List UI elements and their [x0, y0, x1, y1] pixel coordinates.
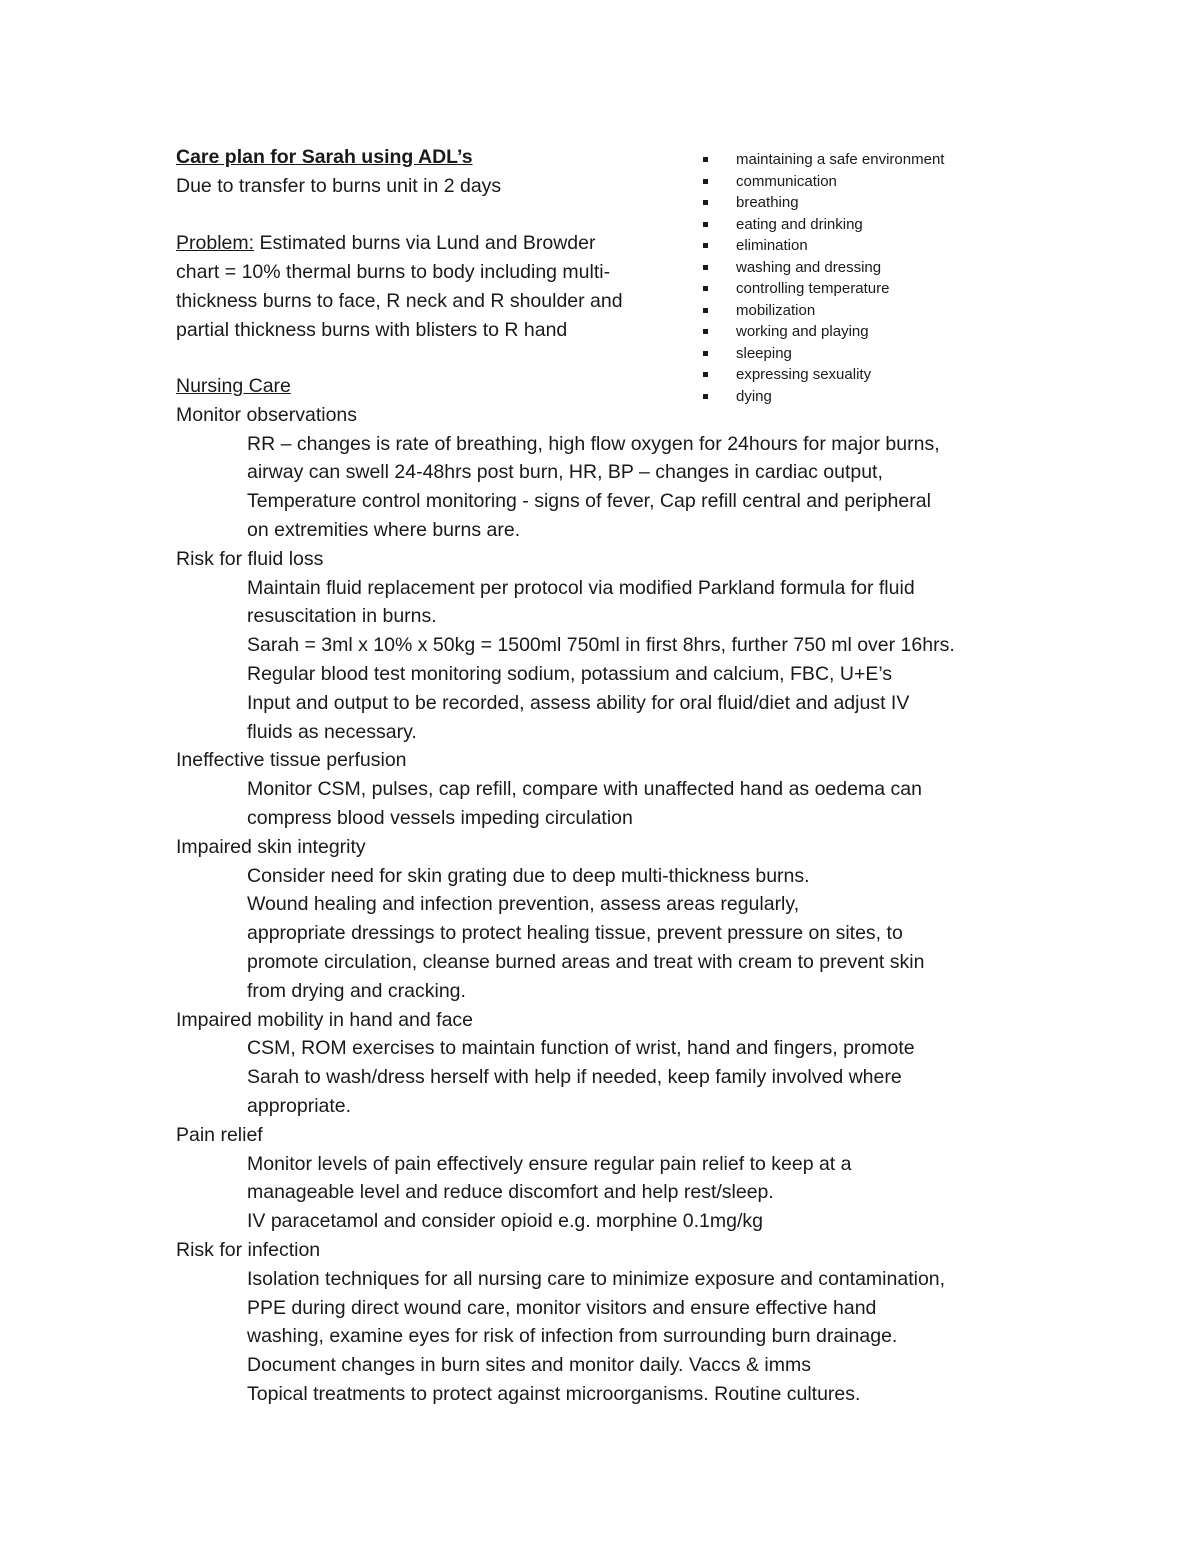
section-line: appropriate. — [247, 1094, 352, 1117]
section-line: on extremities where burns are. — [247, 518, 521, 541]
adl-list-item: expressing sexuality — [700, 364, 944, 386]
nursing-care-block — [176, 372, 1056, 1409]
section-line: fluids as necessary. — [247, 720, 417, 743]
section-line: PPE during direct wound care, monitor visitors and ensure effective hand — [247, 1296, 877, 1319]
section-line: Wound healing and infection prevention, assess areas regularly, — [247, 893, 800, 916]
section-line: Regular blood test monitoring sodium, potassium and calcium, FBC, U+E’s — [247, 662, 893, 685]
page-title: Care plan for Sarah using ADL’s — [176, 146, 473, 168]
section-line: from drying and cracking. — [247, 979, 466, 1002]
spacer — [176, 201, 676, 230]
adl-list-item: breathing — [700, 192, 944, 214]
header-block — [176, 143, 676, 345]
section-line: Consider need for skin grating due to deep multi-thickness burns. — [247, 864, 810, 887]
section-line: CSM, ROM exercises to maintain function of wrist, hand and fingers, promote — [247, 1037, 915, 1060]
adl-list-item: communication — [700, 171, 944, 193]
page-subtitle: Due to transfer to burns unit in 2 days — [176, 174, 502, 197]
section-body — [247, 862, 1056, 1006]
section-body — [247, 574, 1056, 747]
section-line: IV paracetamol and consider opioid e.g. morphine 0.1mg/kg — [247, 1210, 763, 1233]
section-line: Maintain fluid replacement per protocol via modified Parkland formula for fluid — [247, 576, 915, 599]
section-title: Risk for fluid loss — [176, 547, 324, 570]
adl-list — [700, 149, 944, 407]
section-title: Ineffective tissue perfusion — [176, 749, 407, 772]
adl-list-item: eating and drinking — [700, 214, 944, 236]
adl-list-item: maintaining a safe environment — [700, 149, 944, 171]
section-line: Temperature control monitoring - signs of fever, Cap refill central and peripheral — [247, 490, 931, 513]
section-line: washing, examine eyes for risk of infection from surrounding burn drainage. — [247, 1325, 898, 1348]
section-line: Isolation techniques for all nursing care to minimize exposure and contamination, — [247, 1267, 946, 1290]
section-title: Pain relief — [176, 1123, 263, 1146]
section-body — [247, 775, 1056, 833]
problem-line: partial thickness burns with blisters to R hand — [176, 318, 568, 341]
section-line: Monitor CSM, pulses, cap refill, compare with unaffected hand as oedema can — [247, 778, 922, 801]
section-line: appropriate dressings to protect healing tissue, prevent pressure on sites, to — [247, 922, 903, 945]
problem-label: Problem: — [176, 232, 255, 255]
adl-list-item: sleeping — [700, 343, 944, 365]
adl-list-item: washing and dressing — [700, 257, 944, 279]
section-line: manageable level and reduce discomfort and help rest/sleep. — [247, 1181, 774, 1204]
adl-list-item: controlling temperature — [700, 278, 944, 300]
section-line: Monitor levels of pain effectively ensure regular pain relief to keep at a — [247, 1152, 852, 1175]
nursing-care-heading: Nursing Care — [176, 375, 291, 397]
problem-text: Estimated burns via Lund and Browder — [254, 232, 596, 255]
adl-list-item: mobilization — [700, 300, 944, 322]
section-title: Monitor observations — [176, 403, 358, 426]
adl-list-item: working and playing — [700, 321, 944, 343]
section-title: Impaired mobility in hand and face — [176, 1008, 474, 1031]
section-line: Document changes in burn sites and monitor daily. Vaccs & imms — [247, 1354, 811, 1377]
section-line: airway can swell 24-48hrs post burn, HR, BP – changes in cardiac output, — [247, 461, 883, 484]
section-line: Input and output to be recorded, assess ability for oral fluid/diet and adjust IV — [247, 691, 910, 714]
section-line: Sarah to wash/dress herself with help if needed, keep family involved where — [247, 1066, 902, 1089]
section-line: resuscitation in burns. — [247, 605, 437, 628]
section-body — [247, 430, 1056, 545]
problem-line — [176, 229, 676, 258]
adl-list-item: elimination — [700, 235, 944, 257]
adl-list-item: dying — [700, 386, 944, 408]
problem-line: thickness burns to face, R neck and R shoulder and — [176, 289, 623, 312]
problem-line: chart = 10% thermal burns to body including multi- — [176, 261, 611, 284]
section-line: Topical treatments to protect against microorganisms. Routine cultures. — [247, 1382, 861, 1405]
section-title: Risk for infection — [176, 1238, 321, 1261]
section-body — [247, 1150, 1056, 1236]
section-line: compress blood vessels impeding circulation — [247, 806, 633, 829]
section-line: Sarah = 3ml x 10% x 50kg = 1500ml 750ml in first 8hrs, further 750 ml over 16hrs. — [247, 634, 955, 657]
section-body — [247, 1265, 1056, 1409]
section-line: RR – changes is rate of breathing, high flow oxygen for 24hours for major burns, — [247, 432, 940, 455]
section-line: promote circulation, cleanse burned areas and treat with cream to prevent skin — [247, 950, 925, 973]
section-body — [247, 1034, 1056, 1120]
section-title: Impaired skin integrity — [176, 835, 366, 858]
